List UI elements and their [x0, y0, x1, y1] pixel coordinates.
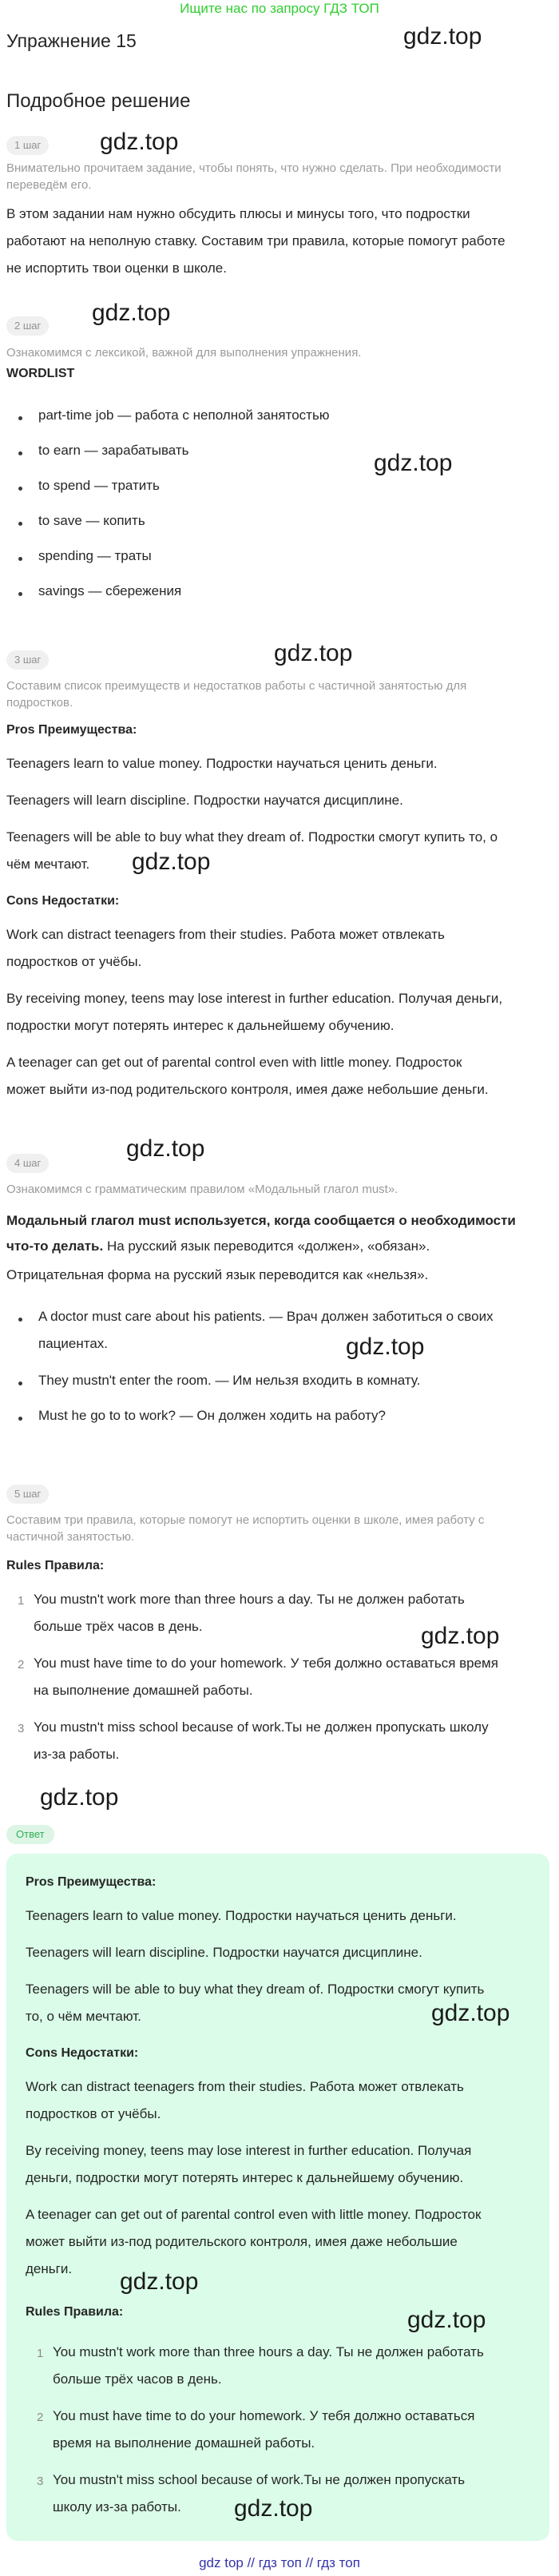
- watermark: gdz.top: [40, 1784, 119, 1811]
- bullet-icon: [18, 451, 22, 455]
- watermark: gdz.top: [234, 2495, 313, 2522]
- watermark: gdz.top: [126, 1135, 205, 1162]
- wordlist-heading: WORDLIST: [6, 367, 75, 380]
- rule-text-bold: что-то делать.: [6, 1238, 104, 1254]
- cons-heading: Cons Недостатки:: [26, 2046, 139, 2060]
- list-item: из-за работы.: [34, 1747, 120, 1762]
- paragraph: Work can distract teenagers from their studies. Работа может отвлекать: [26, 2079, 464, 2094]
- list-item: A doctor must care about his patients. — Врач должен заботиться о своих: [38, 1309, 494, 1324]
- bullet-icon: [18, 557, 22, 561]
- step-badge: 1 шаг: [6, 136, 49, 155]
- paragraph: Teenagers learn to value money. Подростки научаться ценить деньги.: [26, 1908, 457, 1923]
- paragraph: то, о чём мечтают.: [26, 2009, 141, 2024]
- rules-heading: Rules Правила:: [6, 1559, 105, 1572]
- bullet-icon: [18, 487, 22, 491]
- watermark: gdz.top: [403, 23, 482, 50]
- paragraph: Teenagers will be able to buy what they dream of. Подростки смогут купить то, о: [6, 829, 498, 845]
- paragraph: By receiving money, teens may lose interest in further education. Получая деньги,: [6, 991, 503, 1006]
- list-item: You mustn't work more than three hours a day. Ты не должен работать: [34, 1592, 465, 1607]
- step-note: Внимательно прочитаем задание, чтобы понять, что нужно сделать. При необходимости: [6, 161, 502, 175]
- bullet-icon: [18, 522, 22, 526]
- step-badge: 4 шаг: [6, 1154, 49, 1173]
- list-item: You mustn't miss school because of work.Ты не должен пропускать школу: [34, 1719, 489, 1735]
- watermark: gdz.top: [120, 2268, 199, 2295]
- paragraph: A teenager can get out of parental control even with little money. Подросток: [6, 1055, 462, 1070]
- list-item: They mustn't enter the room. — Им нельзя входить в комнату.: [38, 1373, 421, 1388]
- list-item: школу из-за работы.: [53, 2499, 181, 2514]
- rule-text: Отрицательная форма на русский язык переводится как «нельзя».: [6, 1267, 429, 1282]
- watermark: gdz.top: [132, 849, 211, 875]
- watermark: gdz.top: [92, 300, 171, 326]
- list-item: savings — сбережения: [38, 583, 182, 598]
- rule-text: [6, 1235, 430, 1258]
- list-item: part-time job — работа с неполной занятостью: [38, 407, 330, 423]
- list-item: to save — копить: [38, 513, 145, 528]
- step-note: Составим три правила, которые помогут не испортить оценки в школе, имея работу с: [6, 1513, 485, 1527]
- paragraph: может выйти из-под родительского контроля, имея даже небольшие: [26, 2234, 458, 2249]
- list-item: больше трёх часов в день.: [53, 2371, 222, 2387]
- step-note: подростков.: [6, 696, 73, 710]
- step-badge: 2 шаг: [6, 316, 49, 336]
- paragraph: деньги, подростки могут потерять интерес к дальнейшему обучению.: [26, 2170, 464, 2185]
- bullet-icon: [18, 1417, 22, 1421]
- paragraph: подростки могут потерять интерес к дальнейшему обучению.: [6, 1018, 394, 1033]
- list-item: на выполнение домашней работы.: [34, 1683, 253, 1698]
- bullet-icon: [18, 1381, 22, 1385]
- paragraph: чём мечтают.: [6, 857, 90, 872]
- list-number: 3: [18, 1722, 25, 1735]
- list-item: пациентах.: [38, 1336, 109, 1351]
- paragraph: Teenagers will learn discipline. Подростки научатся дисциплине.: [6, 793, 403, 808]
- bullet-icon: [18, 416, 22, 420]
- paragraph: Teenagers will learn discipline. Подростки научатся дисциплине.: [26, 1945, 422, 1960]
- list-item: больше трёх часов в день.: [34, 1619, 203, 1634]
- paragraph: Teenagers will be able to buy what they dream of. Подростки смогут купить: [26, 1982, 485, 1997]
- list-item: to earn — зарабатывать: [38, 443, 189, 458]
- rule-text: Модальный глагол must используется, когда сообщается о необходимости: [6, 1213, 516, 1228]
- watermark: gdz.top: [431, 2000, 510, 2026]
- list-number: 3: [37, 2475, 44, 2488]
- footer-links[interactable]: gdz top // гдз топ // гдз топ: [199, 2555, 360, 2570]
- watermark: gdz.top: [100, 129, 179, 155]
- step-note: Ознакомимся с грамматическим правилом «Модальный глагол must».: [6, 1183, 398, 1196]
- step-badge: 3 шаг: [6, 650, 49, 670]
- step-note: переведём его.: [6, 178, 92, 192]
- section-title: Подробное решение: [6, 90, 191, 112]
- list-item: You must have time to do your homework. У тебя должно оставаться время: [34, 1656, 498, 1671]
- top-ad-banner[interactable]: Ищите нас по запросу ГДЗ ТОП: [180, 1, 379, 16]
- list-item: You mustn't miss school because of work.Ты не должен пропускать: [53, 2472, 466, 2487]
- list-number: 2: [18, 1658, 25, 1672]
- paragraph: Teenagers learn to value money. Подростки научаться ценить деньги.: [6, 756, 438, 771]
- pros-heading: Pros Преимущества:: [6, 723, 137, 737]
- paragraph: деньги.: [26, 2261, 73, 2276]
- paragraph: By receiving money, teens may lose interest in further education. Получая: [26, 2143, 472, 2158]
- watermark: gdz.top: [274, 640, 353, 666]
- list-item: Must he go to to work? — Он должен ходить на работу?: [38, 1408, 387, 1423]
- bullet-icon: [18, 592, 22, 596]
- paragraph: подростков от учёбы.: [26, 2106, 161, 2121]
- paragraph: подростков от учёбы.: [6, 954, 142, 969]
- step-badge: 5 шаг: [6, 1485, 49, 1504]
- pros-heading: Pros Преимущества:: [26, 1875, 157, 1889]
- list-item: spending — траты: [38, 548, 152, 563]
- paragraph: В этом задании нам нужно обсудить плюсы и минусы того, что подростки: [6, 206, 470, 221]
- page-title: Упражнение 15: [6, 30, 137, 51]
- watermark: gdz.top: [346, 1334, 425, 1360]
- step-note: частичной занятостью.: [6, 1530, 135, 1544]
- paragraph: A teenager can get out of parental control even with little money. Подросток: [26, 2207, 482, 2222]
- list-number: 1: [18, 1594, 25, 1608]
- answer-badge: Ответ: [6, 1825, 54, 1844]
- paragraph: может выйти из-под родительского контроля, имея даже небольшие деньги.: [6, 1082, 489, 1097]
- rule-text-rest: На русский язык переводится «должен», «обязан».: [103, 1238, 430, 1254]
- list-number: 2: [37, 2411, 44, 2424]
- step-note: Ознакомимся с лексикой, важной для выполнения упражнения.: [6, 346, 362, 360]
- list-item: время на выполнение домашней работы.: [53, 2435, 315, 2451]
- watermark: gdz.top: [374, 450, 453, 476]
- paragraph: работают на неполную ставку. Составим три правила, которые помогут работе: [6, 233, 505, 248]
- list-number: 1: [37, 2347, 44, 2360]
- list-item: You mustn't work more than three hours a day. Ты не должен работать: [53, 2344, 484, 2359]
- bullet-icon: [18, 1318, 22, 1322]
- step-note: Составим список преимуществ и недостатков работы с частичной занятостью для: [6, 679, 467, 693]
- paragraph: Work can distract teenagers from their studies. Работа может отвлекать: [6, 927, 445, 942]
- watermark: gdz.top: [407, 2307, 486, 2333]
- list-item: to spend — тратить: [38, 478, 160, 493]
- watermark: gdz.top: [421, 1623, 500, 1649]
- list-item: You must have time to do your homework. У тебя должно оставаться: [53, 2408, 475, 2423]
- paragraph: не испортить твои оценки в школе.: [6, 260, 227, 276]
- rules-heading: Rules Правила:: [26, 2305, 124, 2319]
- cons-heading: Cons Недостатки:: [6, 894, 120, 908]
